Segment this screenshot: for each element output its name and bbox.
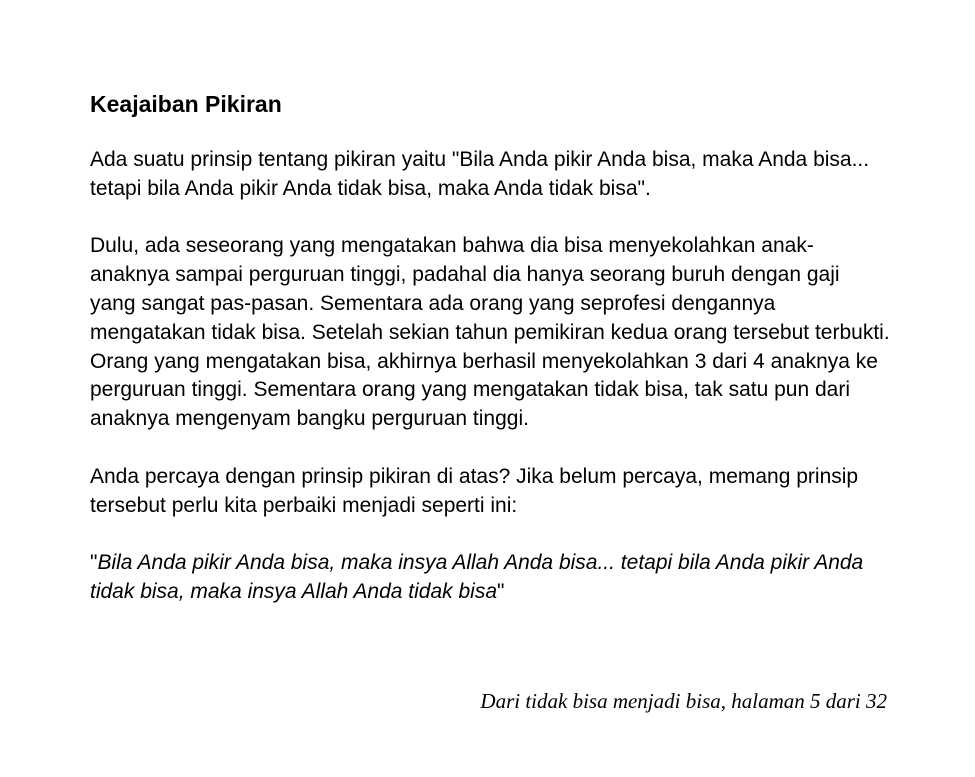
quote-block — [90, 549, 890, 607]
quote-close-mark: " — [497, 579, 505, 603]
paragraph-2: Dulu, ada seseorang yang mengatakan bahwa dia bisa menyekolahkan anak-anaknya sampai perguruan tinggi, padahal dia hanya seorang buruh dengan gaji yang sangat pas-pasan. Sementara ada orang yang seprofesi dengannya mengatakan tidak bisa. Setelah sekian tahun pemikiran kedua orang tersebut terbukti. Orang yang mengatakan bisa, akhirnya berhasil menyekolahkan 3 dari 4 anaknya ke perguruan tinggi. Sementara orang yang mengatakan tidak bisa, tak satu pun dari anaknya mengenyam bangku perguruan tinggi. — [90, 234, 890, 431]
paragraph-1: Ada suatu prinsip tentang pikiran yaitu "Bila Anda pikir Anda bisa, maka Anda bisa... tetapi bila Anda pikir Anda tidak bisa, maka Anda tidak bisa". — [90, 148, 870, 200]
document-title: Keajaiban Pikiran — [90, 91, 282, 117]
document-body — [90, 88, 890, 607]
quote-text: Bila Anda pikir Anda bisa, maka insya Allah Anda bisa... tetapi bila Anda pikir Anda tidak bisa, maka insya Allah Anda tidak bisa — [90, 551, 864, 603]
quote-open-mark: " — [90, 551, 98, 575]
paragraph-3: Anda percaya dengan prinsip pikiran di atas? Jika belum percaya, memang prinsip tersebut perlu kita perbaiki menjadi seperti ini: — [90, 464, 859, 517]
page-footer: Dari tidak bisa menjadi bisa, halaman 5 dari 32 — [480, 689, 887, 713]
